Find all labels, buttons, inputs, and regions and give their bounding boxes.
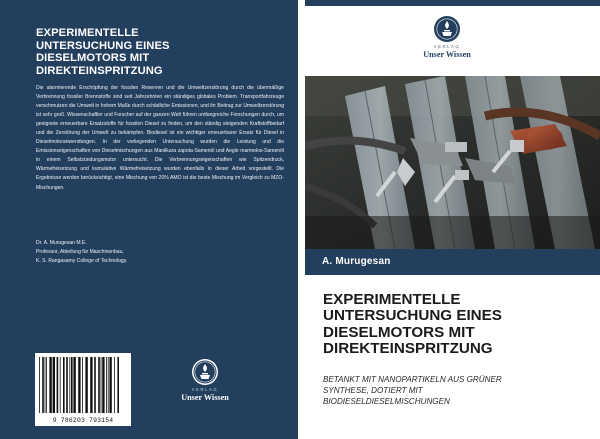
fuel-nozzles-photo: [305, 76, 600, 249]
back-title-line: UNTERSUCHUNG EINES: [36, 39, 170, 52]
lamp-in-circle-icon: [191, 358, 219, 386]
barcode-bar: [49, 357, 51, 413]
front-subtitle-line: BETANKT MIT NANOPARTIKELN AUS GRÜNER: [323, 375, 502, 384]
front-author-name: A. Murugesan: [322, 256, 391, 267]
barcode-bar: [98, 357, 100, 413]
front-cover-title: [323, 292, 591, 357]
barcode-bar: [66, 357, 68, 413]
lamp-in-circle-icon: [433, 15, 461, 43]
author-bio-line: Professor, Abteilung für Maschinenbau,: [36, 249, 124, 256]
isbn-barcode: [35, 353, 131, 426]
front-subtitle-line: BIODIESELDIESELMISCHUNGEN: [323, 397, 450, 406]
front-title-line: DIREKTEINSPRITZUNG: [323, 339, 493, 357]
back-title-line: EXPERIMENTELLE: [36, 27, 139, 39]
barcode-bar: [101, 357, 102, 413]
barcode-bar: [45, 357, 46, 413]
front-title-line: DIESELMOTORS MIT: [323, 323, 475, 341]
barcode-bar: [102, 357, 104, 413]
back-cover-blurb: Die alarmierende Erschöpfung der fossilen Reserven und die Umweltzerstörung durch die übermäßige Verbrennung fossiler Brennstoffe sind seit Jahrzehnten ein ständiges globales Problem. Transportfahrzeuge verschmutzen die Umwelt in hohem Maße durch schädliche Emissionen, und ihr Beitrag zur Umweltzerstörung ist sehr groß. Wissenschaftler und Forscher auf der ganzen Welt führen umfangreiche Forschungen durch, um geeignete erneuerbare Ersatzstoffe für fossilen Diesel zu finden, um den ständig steigenden Kraftstoffbedarf und die Zerstörung der Umwelt zu bekämpfen. Biodiesel ist ein wichtiger erneuerbarer Ersatz für Diesel in Dieselmotoranwendungen. In der vorliegenden Untersuchung wurden die Leistung und die Emissionseigenschaften von Dieselmischungen aus Manilkara zapota-Samenöl und Aegle marmelos-Samenöl in einem Selbstzündungsmotor untersucht. Die Verbrennungseigenschaften wie Spitzendruck, Wärmefreisetzung und kumulative Wärmefreisetzung wurden ebenfalls in dieser Arbeit vorgestellt. Die Ergebnisse werden berücksichtigt, eine Mischung von 20% AMO ist die beste Mischung im Vergleich zu MZO-Mischungen.: [36, 85, 284, 191]
barcode-bar: [69, 357, 70, 413]
publisher-logo-front: [412, 15, 482, 60]
front-cover-subtitle: [323, 374, 591, 407]
isbn-digits: 9 786203 793154: [52, 417, 114, 424]
barcode-bar: [82, 357, 83, 413]
back-title-line: DIREKTEINSPRITZUNG: [36, 64, 163, 77]
front-top-bar: [305, 0, 600, 6]
front-subtitle-line: SYNTHESE, DOTIERT MIT: [323, 386, 423, 395]
barcode-bar: [39, 357, 40, 413]
book-spine: [298, 0, 305, 439]
back-cover-title: [36, 27, 276, 77]
barcode-bar: [42, 357, 44, 413]
author-bio-line: Dr. A. Murugesan M.E.: [36, 240, 87, 246]
barcode-bar: [90, 357, 92, 413]
publisher-name: Unser Wissen: [181, 393, 229, 402]
barcode-bar: [117, 357, 119, 413]
front-author-band: [305, 249, 600, 275]
author-bio-line: K. S. Rangasamy College of Technology.: [36, 258, 128, 265]
barcode-bar: [60, 357, 61, 413]
barcode-bar: [85, 357, 87, 413]
back-cover: [0, 0, 298, 439]
publisher-name: Unser Wissen: [423, 50, 471, 59]
publisher-logo-back: [170, 358, 240, 403]
barcode-bar: [106, 357, 107, 413]
barcode-bar: [63, 357, 65, 413]
publisher-verlag-label: VERLAG: [191, 387, 219, 392]
barcode-bar: [108, 357, 109, 413]
barcode-bar: [94, 357, 96, 413]
barcode-bar: [78, 357, 80, 413]
barcode-bar: [53, 357, 55, 413]
barcode-bar: [57, 357, 59, 413]
front-title-line: EXPERIMENTELLE: [323, 291, 461, 308]
fuel-nozzles-illustration: [305, 76, 600, 249]
barcode-bar: [73, 357, 75, 413]
publisher-verlag-label: VERLAG: [433, 44, 461, 49]
barcode-bar: [109, 357, 111, 413]
barcode-bar: [71, 357, 73, 413]
barcode-bar: [46, 357, 47, 413]
barcode-bar: [114, 357, 115, 413]
author-bio: [36, 239, 236, 267]
back-title-line: DIESELMOTORS MIT: [36, 52, 150, 65]
barcode-bars: [35, 353, 131, 415]
front-title-line: UNTERSUCHUNG EINES: [323, 307, 502, 325]
